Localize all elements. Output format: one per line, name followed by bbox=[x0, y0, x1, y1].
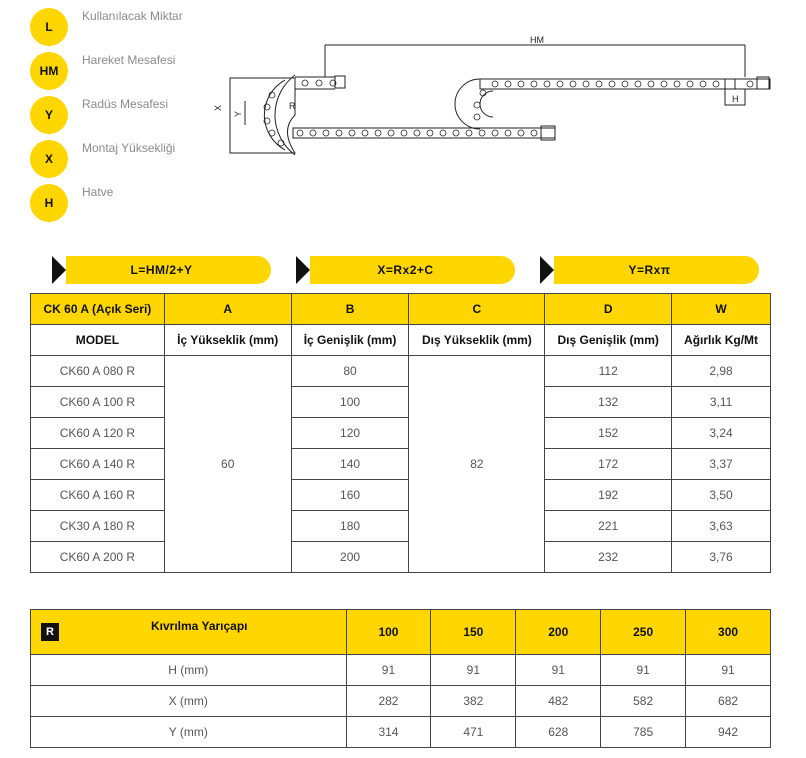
b-cell: 180 bbox=[291, 511, 409, 542]
arrow-right-icon bbox=[296, 256, 310, 284]
w-cell: 3,76 bbox=[672, 542, 771, 573]
value-cell: 628 bbox=[516, 717, 601, 748]
d-cell: 152 bbox=[545, 418, 672, 449]
w-cell: 2,98 bbox=[672, 356, 771, 387]
legend-text: Kullanılacak Miktar bbox=[82, 9, 183, 23]
legend-text: Hareket Mesafesi bbox=[82, 53, 176, 67]
value-cell: 282 bbox=[346, 686, 431, 717]
value-cell: 785 bbox=[601, 717, 686, 748]
b-cell: 160 bbox=[291, 480, 409, 511]
table-header-cell: B bbox=[291, 294, 409, 325]
r-label: R bbox=[289, 101, 296, 111]
value-cell: 471 bbox=[431, 717, 516, 748]
table-subheader-cell: İç Yükseklik (mm) bbox=[164, 325, 291, 356]
model-cell: CK60 A 140 R bbox=[31, 449, 165, 480]
model-cell: CK60 A 160 R bbox=[31, 480, 165, 511]
table-header-cell: 100 bbox=[346, 610, 431, 655]
table-row bbox=[31, 418, 771, 449]
b-cell: 120 bbox=[291, 418, 409, 449]
formula-y bbox=[540, 256, 759, 284]
table-subheader-cell: Dış Yükseklik (mm) bbox=[409, 325, 545, 356]
r-badge: R bbox=[41, 623, 59, 641]
hm-label: HM bbox=[530, 35, 544, 45]
d-cell: 192 bbox=[545, 480, 672, 511]
table-subheader-cell: Dış Genişlik (mm) bbox=[545, 325, 672, 356]
d-cell: 132 bbox=[545, 387, 672, 418]
legend-item bbox=[30, 8, 220, 52]
legend-item bbox=[30, 140, 220, 184]
table-header-cell: CK 60 A (Açık Seri) bbox=[31, 294, 165, 325]
legend-badge-h: H bbox=[30, 184, 68, 222]
w-cell: 3,37 bbox=[672, 449, 771, 480]
table-subheader-cell: Ağırlık Kg/Mt bbox=[672, 325, 771, 356]
h-label: H bbox=[732, 94, 739, 104]
table-row bbox=[31, 542, 771, 573]
formula-text: L=HM/2+Y bbox=[130, 263, 193, 277]
table-header-cell: C bbox=[409, 294, 545, 325]
arrow-right-icon bbox=[540, 256, 554, 284]
d-cell: 112 bbox=[545, 356, 672, 387]
w-cell: 3,11 bbox=[672, 387, 771, 418]
value-cell: 682 bbox=[686, 686, 771, 717]
model-cell: CK60 A 200 R bbox=[31, 542, 165, 573]
d-cell: 232 bbox=[545, 542, 672, 573]
table-header-row bbox=[31, 610, 771, 655]
legend-badge-x: X bbox=[30, 140, 68, 178]
model-cell: CK30 A 180 R bbox=[31, 511, 165, 542]
y-label: Y bbox=[233, 110, 243, 117]
table-header-cell: 300 bbox=[686, 610, 771, 655]
b-cell: 80 bbox=[291, 356, 409, 387]
legend-text: Hatve bbox=[82, 185, 114, 199]
table-header-row bbox=[31, 294, 771, 325]
d-cell: 172 bbox=[545, 449, 672, 480]
specs-table bbox=[30, 293, 771, 573]
value-cell: 91 bbox=[686, 655, 771, 686]
table-row bbox=[31, 387, 771, 418]
radius-title-cell bbox=[31, 610, 347, 655]
value-cell: 314 bbox=[346, 717, 431, 748]
table-row bbox=[31, 511, 771, 542]
b-cell: 140 bbox=[291, 449, 409, 480]
model-cell: CK60 A 120 R bbox=[31, 418, 165, 449]
legend-badge-y: Y bbox=[30, 96, 68, 134]
table-subheader-row bbox=[31, 325, 771, 356]
legend-item bbox=[30, 184, 220, 228]
value-cell: 382 bbox=[431, 686, 516, 717]
value-cell: 91 bbox=[601, 655, 686, 686]
table-header-cell: 150 bbox=[431, 610, 516, 655]
legend-badge-hm: HM bbox=[30, 52, 68, 90]
value-cell: 482 bbox=[516, 686, 601, 717]
table-header-cell: 250 bbox=[601, 610, 686, 655]
table-row bbox=[31, 449, 771, 480]
table-row bbox=[31, 717, 771, 748]
a-value-cell: 60 bbox=[164, 356, 291, 573]
legend-text: Montaj Yüksekliği bbox=[82, 141, 176, 155]
model-cell: CK60 A 100 R bbox=[31, 387, 165, 418]
legend-item bbox=[30, 96, 220, 140]
value-cell: 91 bbox=[431, 655, 516, 686]
x-label: X bbox=[213, 104, 223, 111]
c-value-cell: 82 bbox=[409, 356, 545, 573]
arrow-right-icon bbox=[52, 256, 66, 284]
formula-x bbox=[296, 256, 515, 284]
value-cell: 582 bbox=[601, 686, 686, 717]
w-cell: 3,24 bbox=[672, 418, 771, 449]
formula-text: X=Rx2+C bbox=[377, 263, 434, 277]
model-cell: CK60 A 080 R bbox=[31, 356, 165, 387]
w-cell: 3,63 bbox=[672, 511, 771, 542]
row-label: H (mm) bbox=[31, 655, 347, 686]
legend-text: Radüs Mesafesi bbox=[82, 97, 169, 111]
row-label: Y (mm) bbox=[31, 717, 347, 748]
legend bbox=[30, 8, 220, 228]
radius-table bbox=[30, 609, 771, 748]
value-cell: 91 bbox=[516, 655, 601, 686]
table-row bbox=[31, 655, 771, 686]
table-row bbox=[31, 356, 771, 387]
formula-l bbox=[52, 256, 271, 284]
table-header-cell: W bbox=[672, 294, 771, 325]
table-row bbox=[31, 686, 771, 717]
formula-text: Y=Rxπ bbox=[628, 263, 671, 277]
value-cell: 942 bbox=[686, 717, 771, 748]
table-header-cell: 200 bbox=[516, 610, 601, 655]
b-cell: 200 bbox=[291, 542, 409, 573]
table-row bbox=[31, 480, 771, 511]
value-cell: 91 bbox=[346, 655, 431, 686]
table-subheader-cell: İç Genişlik (mm) bbox=[291, 325, 409, 356]
d-cell: 221 bbox=[545, 511, 672, 542]
w-cell: 3,50 bbox=[672, 480, 771, 511]
table-header-cell: A bbox=[164, 294, 291, 325]
row-label: X (mm) bbox=[31, 686, 347, 717]
table-subheader-cell: MODEL bbox=[31, 325, 165, 356]
legend-badge-l: L bbox=[30, 8, 68, 46]
table-header-cell: D bbox=[545, 294, 672, 325]
cable-chain-diagram bbox=[213, 35, 770, 165]
radius-title: Kıvrılma Yarıçapı bbox=[151, 619, 248, 633]
legend-item bbox=[30, 52, 220, 96]
b-cell: 100 bbox=[291, 387, 409, 418]
